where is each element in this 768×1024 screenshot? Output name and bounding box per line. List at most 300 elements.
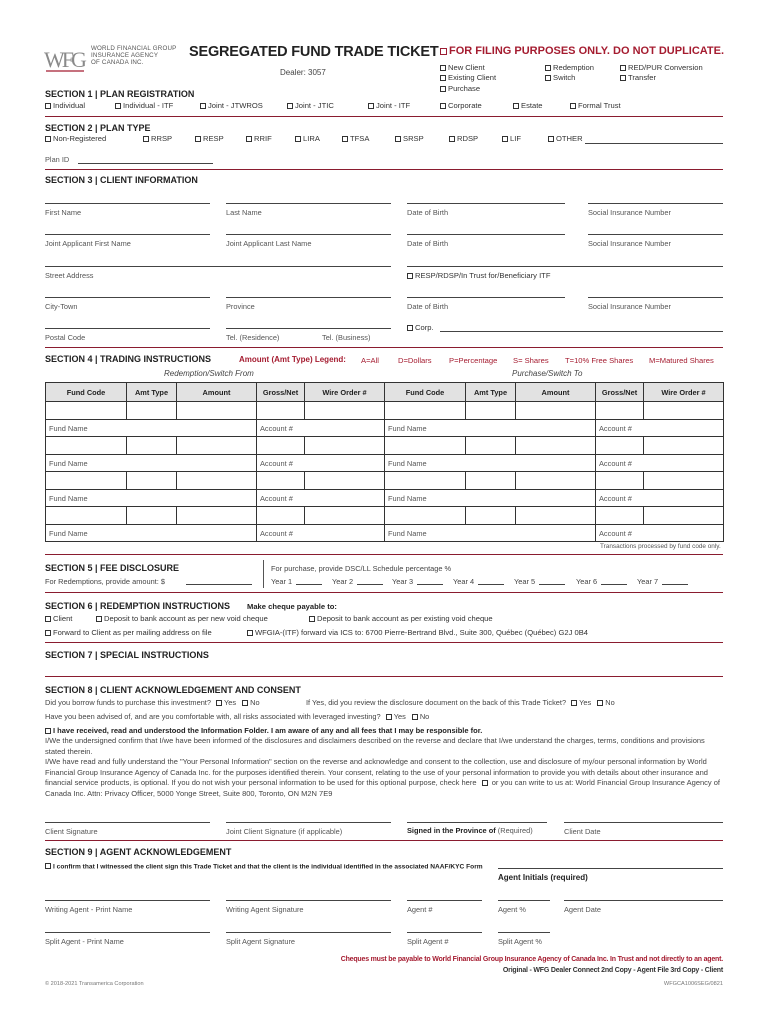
option-label: TFSA: [350, 134, 370, 143]
trade-cell[interactable]: [596, 472, 644, 490]
agent-witness-ack[interactable]: [45, 863, 483, 871]
trade-entry-row: [46, 402, 724, 420]
checkbox[interactable]: [440, 75, 446, 81]
copy-distribution: Original - WFG Dealer Connect 2nd Copy - Agent File 3rd Copy - Client: [502, 967, 723, 974]
option-label: RRSP: [151, 134, 173, 143]
type-new-client[interactable]: [440, 63, 485, 72]
account-cell[interactable]: Account #: [596, 420, 724, 437]
dsc-year-field[interactable]: [478, 584, 504, 585]
checkbox[interactable]: [115, 103, 121, 109]
trade-cell[interactable]: [385, 402, 466, 420]
split-agent-name-field[interactable]: [45, 932, 210, 933]
trade-cell[interactable]: [177, 402, 257, 420]
plan-tfsa[interactable]: [342, 134, 369, 143]
client-date-label: Client Date: [564, 827, 601, 836]
privacy-text: I/We have read and fully understand the "Your Personal Information" section on the reverse and acknowledge and consent to the collection, use and disclosure of my/our personal information by World Financial Group Insurance Agency of Canada Inc. for the purposes identified therein. Your consent, relating to the use of your personal information to provide you with details about other insurance and financial service products, is optional. If you do not wish your personal information to be used for this optional purpose, check here: [45, 757, 708, 787]
legend-dollars: D=Dollars: [398, 356, 432, 365]
filing-notice: [440, 45, 724, 57]
reg-joint-itf[interactable]: [368, 101, 410, 110]
first-name-field[interactable]: [45, 203, 210, 204]
option-label: Non-Registered: [53, 134, 107, 143]
plan-other[interactable]: [548, 134, 583, 143]
plan-lif[interactable]: [502, 134, 521, 143]
trade-cell[interactable]: [127, 437, 177, 455]
option-label: Estate: [521, 101, 543, 110]
tel-business-label: Tel. (Business): [322, 333, 371, 342]
redemption-amount-field[interactable]: [186, 584, 252, 585]
trade-cell[interactable]: [46, 437, 127, 455]
trade-cell[interactable]: [596, 437, 644, 455]
writing-agent-name-field[interactable]: [45, 900, 210, 901]
option-label: RDSP: [457, 134, 479, 143]
checkbox[interactable]: [620, 75, 626, 81]
required-text: (Required): [497, 826, 533, 835]
trade-cell[interactable]: [305, 507, 385, 525]
joint-signature-label: Joint Client Signature (if applicable): [226, 827, 343, 836]
reg-joint-jtwros[interactable]: [200, 101, 263, 110]
city-field[interactable]: [45, 297, 210, 298]
trade-cell[interactable]: [385, 507, 466, 525]
checkbox[interactable]: [368, 103, 374, 109]
col-gross-net-from: Gross/Net: [257, 383, 305, 402]
trade-cell[interactable]: [177, 437, 257, 455]
sin-field[interactable]: [588, 203, 723, 204]
trade-cell[interactable]: [305, 402, 385, 420]
reg-individual[interactable]: [45, 101, 85, 110]
option-label: RESP/RDSP/In Trust for/Beneficiary ITF: [415, 271, 551, 280]
form-code: WFGCA1006SEG/0821: [663, 981, 723, 987]
type-purchase[interactable]: [440, 84, 480, 93]
account-cell[interactable]: Account #: [596, 490, 724, 507]
last-name-label: Last Name: [226, 208, 262, 217]
redeem-void-existing[interactable]: [309, 614, 493, 623]
col-gross-net-to: Gross/Net: [596, 383, 644, 402]
redemption-amount-label: For Redemptions, provide amount: $: [45, 577, 165, 586]
corp-field[interactable]: [440, 331, 723, 332]
joint-sin-label: Social Insurance Number: [588, 239, 671, 248]
plan-lira[interactable]: [295, 134, 320, 143]
q-borrow-funds: [45, 698, 260, 707]
client-signature-label: Client Signature: [45, 827, 98, 836]
telephone-field[interactable]: [226, 328, 391, 329]
trade-cell[interactable]: [644, 402, 724, 420]
joint-last-name-field[interactable]: [226, 234, 391, 235]
q-disclosure-reviewed: [306, 698, 615, 707]
fund-name-cell[interactable]: Fund Name: [385, 490, 596, 507]
fund-name-cell[interactable]: Fund Name: [46, 420, 257, 437]
plan-non-registered[interactable]: [45, 134, 106, 143]
privacy-paragraph: [45, 757, 725, 799]
col-amt-type-to: Amt Type: [466, 383, 516, 402]
section-divider: [45, 840, 723, 841]
wfg-logo: [44, 45, 88, 79]
reg-formal-trust[interactable]: [570, 101, 621, 110]
account-cell[interactable]: Account #: [257, 455, 385, 472]
option-label: Joint - ITF: [376, 101, 411, 110]
province-field[interactable]: [226, 297, 391, 298]
to-label: Purchase/Switch To: [512, 369, 583, 378]
redeem-forward[interactable]: [45, 628, 212, 637]
plan-rrif[interactable]: [246, 134, 272, 143]
checkbox[interactable]: [96, 616, 102, 622]
checkbox[interactable]: [143, 136, 149, 142]
province-signed-text: Signed in the Province of: [407, 826, 496, 835]
dob-label: Date of Birth: [407, 208, 449, 217]
option-label: Redemption: [553, 63, 594, 72]
split-agent-signature-label: Split Agent Signature: [226, 937, 296, 946]
privacy-address-text: or you can write to us at: World Financial Group Insurance Agency of Canada Inc. Attn: Privacy Officer, 5000 Yonge Street, Suite 800, Toronto, ON M2N 7E9: [45, 778, 720, 798]
province-signed-field[interactable]: [407, 822, 547, 823]
option-label: Corporate: [448, 101, 482, 110]
trade-entry-row: [46, 472, 724, 490]
trade-cell[interactable]: [516, 402, 596, 420]
dsc-year-field[interactable]: [417, 584, 443, 585]
fund-name-cell[interactable]: Fund Name: [385, 525, 596, 542]
checkbox[interactable]: [407, 273, 413, 279]
no-label: No: [250, 698, 260, 707]
trade-cell[interactable]: [516, 437, 596, 455]
plan-rrsp[interactable]: [143, 134, 172, 143]
split-agent-number-field[interactable]: [407, 932, 482, 933]
trade-cell[interactable]: [466, 437, 516, 455]
trade-cell[interactable]: [127, 402, 177, 420]
option-label: OTHER: [556, 134, 583, 143]
tel-residence-label: Tel. (Residence): [226, 333, 280, 342]
checkbox[interactable]: [513, 103, 519, 109]
joint-first-name-label: Joint Applicant First Name: [45, 239, 131, 248]
type-transfer[interactable]: [620, 73, 656, 82]
itf-dob-field[interactable]: [407, 297, 565, 298]
section-6-title: SECTION 6 | REDEMPTION INSTRUCTIONS: [45, 601, 231, 611]
joint-signature-field[interactable]: [226, 822, 391, 823]
yes-label: Yes: [579, 698, 592, 707]
plan-resp[interactable]: [195, 134, 224, 143]
checkbox[interactable]: [45, 136, 51, 142]
checkbox[interactable]: [548, 136, 554, 142]
dsc-year-field[interactable]: [296, 584, 322, 585]
checkbox[interactable]: [45, 863, 51, 869]
trade-cell[interactable]: [596, 507, 644, 525]
q-leverage-risk: [45, 712, 429, 721]
borrow-yes-checkbox[interactable]: [216, 700, 222, 706]
trade-cell[interactable]: [46, 472, 127, 490]
agency-line-1: WORLD FINANCIAL GROUP: [91, 45, 177, 52]
trade-cell[interactable]: [644, 507, 724, 525]
checkbox[interactable]: [45, 630, 51, 636]
special-instructions-field[interactable]: [45, 676, 723, 677]
option-label: Joint - JTIC: [295, 101, 334, 110]
fund-name-cell[interactable]: Fund Name: [385, 455, 596, 472]
filing-notice-text: FOR FILING PURPOSES ONLY. DO NOT DUPLICATE.: [449, 45, 725, 57]
section-3-title: SECTION 3 | CLIENT INFORMATION: [45, 175, 198, 185]
checkbox[interactable]: [342, 136, 348, 142]
joint-dob-field[interactable]: [407, 234, 565, 235]
trade-cell[interactable]: [257, 402, 305, 420]
from-label: Redemption/Switch From: [164, 369, 254, 378]
dsc-year-7: [637, 577, 658, 586]
trade-cell[interactable]: [127, 472, 177, 490]
year-label: Year 3: [392, 577, 414, 586]
dsc-year-1: [271, 577, 292, 586]
dsc-year-6: [576, 577, 597, 586]
sin-label: Social Insurance Number: [588, 208, 671, 217]
option-label: Purchase: [448, 84, 481, 93]
filing-checkbox[interactable]: [440, 48, 447, 55]
agent-percent-field[interactable]: [498, 900, 550, 901]
option-label: SRSP: [403, 134, 424, 143]
itf-dob-label: Date of Birth: [407, 302, 449, 311]
legend-free-shares: T=10% Free Shares: [565, 356, 634, 365]
writing-agent-name-label: Writing Agent - Print Name: [45, 905, 133, 914]
trade-cell[interactable]: [257, 437, 305, 455]
year-label: Year 1: [271, 577, 293, 586]
trading-table: [45, 382, 724, 542]
checkbox[interactable]: [195, 136, 201, 142]
legend-shares: S= Shares: [513, 356, 549, 365]
plan-other-line[interactable]: [585, 143, 723, 144]
trade-cell[interactable]: [305, 472, 385, 490]
checkbox[interactable]: [295, 136, 301, 142]
checkbox[interactable]: [620, 65, 626, 71]
account-cell[interactable]: Account #: [257, 420, 385, 437]
option-label: RESP: [203, 134, 224, 143]
postal-code-label: Postal Code: [45, 333, 86, 342]
type-existing-client[interactable]: [440, 73, 496, 82]
plan-rdsp[interactable]: [449, 134, 478, 143]
checkbox[interactable]: [395, 136, 401, 142]
plan-id-field[interactable]: [78, 163, 213, 164]
checkbox[interactable]: [45, 103, 51, 109]
section-8-title: SECTION 8 | CLIENT ACKNOWLEDGEMENT AND CONSENT: [45, 685, 301, 695]
account-cell[interactable]: Account #: [257, 490, 385, 507]
redeem-void-new[interactable]: [96, 614, 268, 623]
agency-line-3: OF CANADA INC.: [91, 59, 144, 66]
checkbox[interactable]: [309, 616, 315, 622]
trade-rows: [46, 402, 724, 542]
province-label: Province: [226, 302, 255, 311]
year-label: Year 5: [514, 577, 536, 586]
question-text: If Yes, did you review the disclosure document on the back of this Trade Ticket?: [306, 698, 567, 707]
checkbox[interactable]: [440, 86, 446, 92]
disclosure-paragraph: I/We the undersigned confirm that I/we have been informed of the disclosures and disclaimers described on the reverse and declare that I/we understand the charges, terms, conditions and provisions stated therein.: [45, 736, 705, 756]
section-divider: [45, 554, 723, 555]
reg-corporate[interactable]: [440, 101, 482, 110]
checkbox[interactable]: [246, 136, 252, 142]
type-switch[interactable]: [545, 73, 575, 82]
option-label: Joint - JTWROS: [208, 101, 263, 110]
disclosure-yes-checkbox[interactable]: [571, 700, 577, 706]
checkbox[interactable]: [45, 728, 51, 734]
trade-cell[interactable]: [466, 472, 516, 490]
dsc-year-field[interactable]: [357, 584, 383, 585]
reg-joint-jtic[interactable]: [287, 101, 334, 110]
section-5-title: SECTION 5 | FEE DISCLOSURE: [45, 563, 180, 573]
year-label: Year 4: [453, 577, 475, 586]
fund-name-cell[interactable]: Fund Name: [46, 490, 257, 507]
account-cell[interactable]: Account #: [596, 455, 724, 472]
client-signature-field[interactable]: [45, 822, 210, 823]
type-red-pur-conversion[interactable]: [620, 63, 703, 72]
corp-option[interactable]: [407, 323, 434, 332]
section-divider: [45, 169, 723, 170]
reg-estate[interactable]: [513, 101, 543, 110]
wfg-logo-icon: [44, 45, 88, 79]
no-label: No: [419, 712, 430, 721]
trade-cell[interactable]: [466, 402, 516, 420]
checkbox[interactable]: [247, 630, 253, 636]
leverage-yes-checkbox[interactable]: [386, 714, 392, 720]
checkbox[interactable]: [440, 103, 446, 109]
redeem-client[interactable]: [45, 614, 72, 623]
legend-matured-shares: M=Matured Shares: [649, 356, 714, 365]
disclosure-no-checkbox[interactable]: [597, 700, 603, 706]
itf-sin-field[interactable]: [588, 297, 723, 298]
trade-cell[interactable]: [596, 402, 644, 420]
fund-name-row: [46, 455, 724, 472]
trade-cell[interactable]: [516, 507, 596, 525]
trade-cell[interactable]: [385, 472, 466, 490]
agent-initials-label: Agent Initials (required): [498, 873, 588, 882]
plan-srsp[interactable]: [395, 134, 424, 143]
question-text: Have you been advised of, and are you comfortable with, all risks associated with leveraged investing?: [45, 712, 381, 721]
option-label: Switch: [553, 73, 576, 82]
agent-number-label: Agent #: [407, 905, 433, 914]
checkbox[interactable]: [407, 325, 413, 331]
dsc-year-3: [392, 577, 413, 586]
checkbox[interactable]: [502, 136, 508, 142]
leverage-no-checkbox[interactable]: [412, 714, 418, 720]
trade-cell[interactable]: [127, 507, 177, 525]
year-label: Year 7: [637, 577, 659, 586]
checkbox[interactable]: [440, 65, 446, 71]
agent-date-label: Agent Date: [564, 905, 601, 914]
account-cell[interactable]: Account #: [257, 525, 385, 542]
copyright: © 2018-2021 Transamerica Corporation: [45, 981, 144, 987]
client-date-field[interactable]: [564, 822, 723, 823]
checkbox[interactable]: [545, 65, 551, 71]
cheque-payable-notice: Cheques must be payable to World Financial Group Insurance Agency of Canada Inc. In Trust and not directly to an agent.: [340, 956, 723, 963]
col-fund-code-to: Fund Code: [385, 383, 466, 402]
agent-initials-field[interactable]: [498, 868, 723, 869]
resp-itf-field[interactable]: [407, 266, 723, 267]
fund-name-row: [46, 490, 724, 507]
question-text: Did you borrow funds to purchase this investment?: [45, 698, 211, 707]
option-label: RRIF: [254, 134, 272, 143]
dsc-year-4: [453, 577, 474, 586]
section-9-title: SECTION 9 | AGENT ACKNOWLEDGEMENT: [45, 847, 232, 857]
checkbox[interactable]: [45, 616, 51, 622]
trade-cell[interactable]: [644, 437, 724, 455]
last-name-field[interactable]: [226, 203, 391, 204]
street-address-field[interactable]: [45, 266, 391, 267]
postal-code-field[interactable]: [45, 328, 210, 329]
option-label: Forward to Client as per mailing address on file: [53, 628, 212, 637]
trade-cell[interactable]: [305, 437, 385, 455]
option-label: Individual - ITF: [123, 101, 174, 110]
dob-field[interactable]: [407, 203, 565, 204]
option-label: LIF: [510, 134, 521, 143]
dsc-year-field[interactable]: [662, 584, 688, 585]
ack-text: I have received, read and understood the Information Folder. I am aware of any and all fees that I may be responsible for.: [53, 726, 483, 735]
section-4-title: SECTION 4 | TRADING INSTRUCTIONS: [45, 354, 212, 364]
dsc-year-field[interactable]: [601, 584, 627, 585]
legend-label: Amount (Amt Type) Legend:: [239, 355, 346, 364]
checkbox[interactable]: [287, 103, 293, 109]
fund-name-cell[interactable]: Fund Name: [385, 420, 596, 437]
borrow-no-checkbox[interactable]: [242, 700, 248, 706]
section-2-title: SECTION 2 | PLAN TYPE: [45, 123, 151, 133]
section-divider: [45, 347, 723, 348]
split-agent-percent-field[interactable]: [498, 932, 550, 933]
plan-id-label: Plan ID: [45, 155, 70, 164]
trade-cell[interactable]: [46, 402, 127, 420]
option-label: New Client: [448, 63, 485, 72]
col-amt-type-from: Amt Type: [127, 383, 177, 402]
trade-cell[interactable]: [257, 472, 305, 490]
trade-cell[interactable]: [516, 472, 596, 490]
checkbox[interactable]: [570, 103, 576, 109]
checkbox[interactable]: [200, 103, 206, 109]
split-agent-signature-field[interactable]: [226, 932, 391, 933]
reg-individual-itf[interactable]: [115, 101, 173, 110]
writing-agent-signature-field[interactable]: [226, 900, 391, 901]
city-label: City-Town: [45, 302, 78, 311]
col-amount-from: Amount: [177, 383, 257, 402]
trade-entry-row: [46, 437, 724, 455]
dsc-year-5: [514, 577, 535, 586]
fund-name-cell[interactable]: Fund Name: [46, 455, 257, 472]
year-label: Year 6: [576, 577, 598, 586]
option-label: Deposit to bank account as per existing void cheque: [317, 614, 493, 623]
col-wire-order-to: Wire Order #: [644, 383, 724, 402]
section-7-title: SECTION 7 | SPECIAL INSTRUCTIONS: [45, 650, 209, 660]
fund-name-cell[interactable]: Fund Name: [46, 525, 257, 542]
type-redemption[interactable]: [545, 63, 594, 72]
resp-itf-option[interactable]: [407, 271, 550, 280]
yes-label: Yes: [393, 712, 406, 721]
trade-cell[interactable]: [257, 507, 305, 525]
redeem-wfgia[interactable]: [247, 628, 588, 637]
province-signed-label: [407, 826, 533, 835]
page-title: SEGREGATED FUND TRADE TICKET: [189, 44, 439, 60]
trade-cell[interactable]: [177, 472, 257, 490]
joint-sin-field[interactable]: [588, 234, 723, 235]
info-folder-ack[interactable]: [45, 726, 482, 735]
joint-first-name-field[interactable]: [45, 234, 210, 235]
account-cell[interactable]: Account #: [596, 525, 724, 542]
dsc-year-field[interactable]: [539, 584, 565, 585]
trade-cell[interactable]: [644, 472, 724, 490]
trade-cell[interactable]: [466, 507, 516, 525]
agent-number-field[interactable]: [407, 900, 482, 901]
option-label: Individual: [53, 101, 86, 110]
trade-cell[interactable]: [46, 507, 127, 525]
writing-agent-signature-label: Writing Agent Signature: [226, 905, 304, 914]
option-label: RED/PUR Conversion: [628, 63, 703, 72]
agent-date-field[interactable]: [564, 900, 723, 901]
checkbox[interactable]: [545, 75, 551, 81]
trade-cell[interactable]: [177, 507, 257, 525]
fund-name-row: [46, 525, 724, 542]
option-label: Formal Trust: [578, 101, 621, 110]
option-label: Transfer: [628, 73, 656, 82]
trade-cell[interactable]: [385, 437, 466, 455]
no-label: No: [605, 698, 615, 707]
option-label: Existing Client: [448, 73, 497, 82]
checkbox[interactable]: [449, 136, 455, 142]
privacy-opt-out-checkbox[interactable]: [482, 780, 488, 786]
yes-label: Yes: [224, 698, 237, 707]
